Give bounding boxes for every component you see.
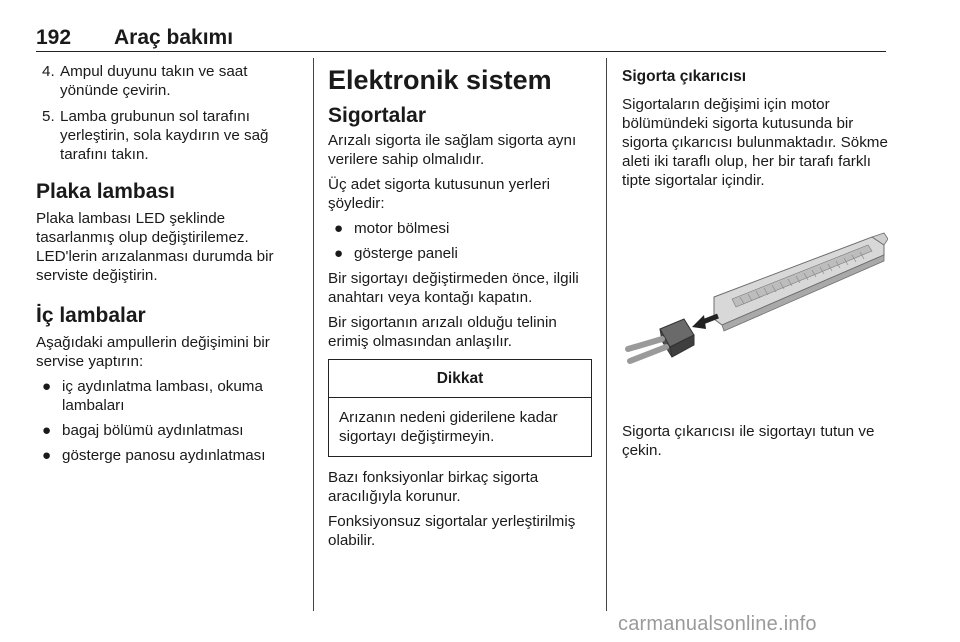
bullet-icon: ●	[42, 378, 52, 395]
column-right	[622, 67, 888, 190]
step-number: 5.	[42, 108, 55, 125]
arrow-icon	[692, 315, 718, 329]
step-text: Ampul duyunu takın ve saat yönünde çevirin.	[60, 63, 248, 99]
bullet-icon: ●	[42, 447, 52, 464]
fuses-paragraph-2: Üç adet sigorta kutusunun yerleri şöyledir:	[328, 176, 551, 212]
interior-bulb-list	[36, 377, 298, 465]
notice-title: Dikkat	[329, 360, 591, 398]
section-heading-plate: Plaka lambası	[36, 180, 175, 203]
illustration-caption-block	[622, 422, 888, 460]
fuse-icon	[628, 319, 694, 361]
list-item-text: bagaj bölümü aydınlatması	[62, 422, 244, 439]
list-item-text: gösterge panosu aydınlatması	[62, 447, 266, 464]
list-item	[36, 62, 298, 100]
page-header	[36, 26, 886, 52]
fuse-box-locations	[328, 219, 592, 263]
steps-list	[36, 62, 298, 164]
notice-box	[328, 359, 592, 457]
list-item	[36, 107, 298, 164]
list-item-text: iç aydınlatma lambası, okuma lambaları	[62, 378, 263, 414]
list-item-text: gösterge paneli	[354, 245, 458, 262]
notice-text: Arızanın nedeni giderilene kadar sigortayı değiştirmeyin.	[339, 409, 558, 445]
header-rule	[36, 51, 886, 52]
column-divider	[313, 58, 314, 611]
illustration-caption: Sigorta çıkarıcısı ile sigortayı tutun ve çekin.	[622, 423, 875, 459]
fuses-paragraph-5: Bazı fonksiyonlar birkaç sigorta aracılığıyla korunur.	[328, 469, 539, 505]
list-item	[36, 446, 298, 465]
step-number: 4.	[42, 63, 55, 80]
fuse-extractor-illustration	[622, 215, 888, 385]
fuses-paragraph-4: Bir sigortanın arızalı olduğu telinin erimiş olmasından anlaşılır.	[328, 314, 557, 350]
list-item	[36, 421, 298, 440]
fuses-paragraph-6: Fonksiyonsuz sigortalar yerleştirilmiş olabilir.	[328, 513, 576, 549]
fuses-heading: Sigortalar	[328, 104, 427, 127]
step-text: Lamba grubunun sol tarafını yerleştirin, sola kaydırın ve sağ tarafını takın.	[60, 108, 269, 163]
chapter-title: Araç bakımı	[114, 26, 234, 49]
fuses-paragraph-3: Bir sigortayı değiştirmeden önce, ilgili anahtarı veya kontağı kapatın.	[328, 270, 579, 306]
column-middle	[328, 64, 592, 550]
page-number: 192	[36, 26, 72, 49]
column-left	[36, 62, 298, 465]
bullet-icon: ●	[334, 220, 344, 237]
fuses-paragraph-1: Arızalı sigorta ile sağlam sigorta aynı verilere sahip olmalıdır.	[328, 132, 577, 168]
watermark: carmanualsonline.info	[618, 613, 817, 635]
column-divider	[606, 58, 607, 611]
fuse-extractor-paragraph: Sigortaların değişimi için motor bölümündeki sigorta kutusunda bir sigorta çıkarıcısı bulunmaktadır. Sökme aleti iki taraflı olup, her bir tarafı farklı tipte sigortalar içindir.	[622, 96, 888, 189]
interior-paragraph: Aşağıdaki ampullerin değişimini bir servise yaptırın:	[36, 334, 270, 370]
list-item	[36, 377, 298, 415]
bullet-icon: ●	[334, 245, 344, 262]
list-item-text: motor bölmesi	[354, 220, 450, 237]
plate-paragraph: Plaka lambası LED şeklinde tasarlanmış olup değiştirilemez. LED'lerin arızalanması durumda bir serviste değiştirin.	[36, 210, 274, 284]
list-item	[328, 244, 592, 263]
bullet-icon: ●	[42, 422, 52, 439]
list-item	[328, 219, 592, 238]
section-heading-interior: İç lambalar	[36, 304, 146, 327]
fuse-extractor-tool	[714, 233, 888, 331]
fuse-extractor-heading: Sigorta çıkarıcısı	[622, 68, 747, 85]
section-title: Elektronik sistem	[328, 65, 552, 95]
